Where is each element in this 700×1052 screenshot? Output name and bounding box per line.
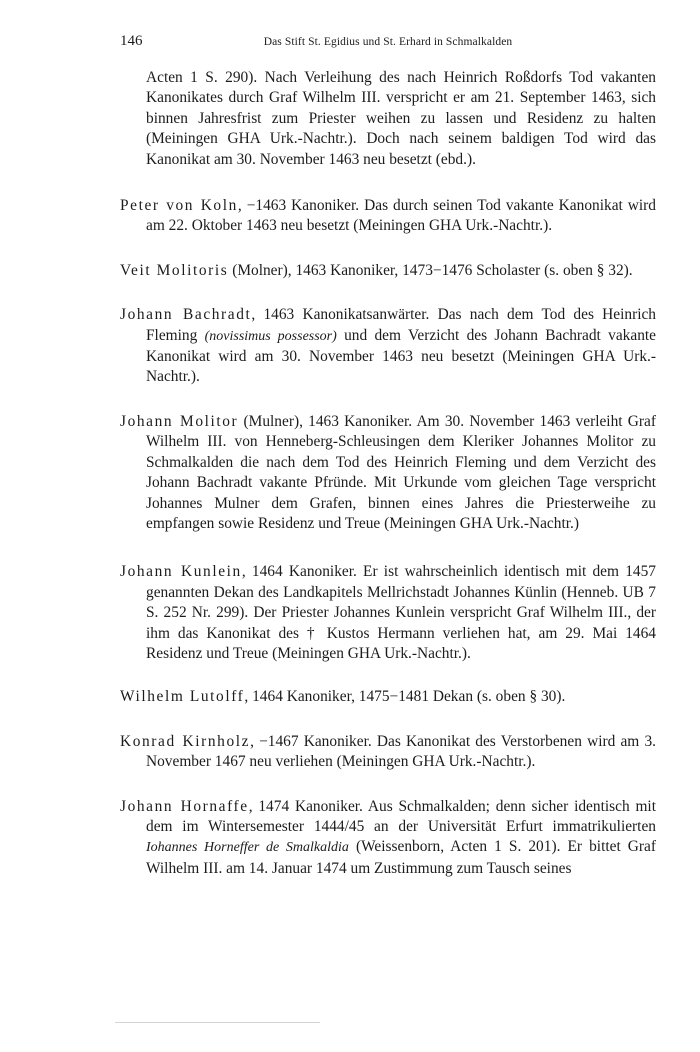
entry-italic-text: (novissimus possessor) (204, 328, 337, 344)
entry-text-continued: und dem Verzicht des Johann Bachradt vakante Kanonikat wird am 30. November 1463 neu besetzt (Meiningen GHA Urk.-Nachtr.). (146, 326, 656, 386)
entry-veit-molitoris (120, 261, 656, 281)
entry-text: , 1464 Kanoniker. Er ist wahrscheinlich identisch mit dem 1457 genannten Dekan des Landkapitels Mellrichstadt Johannes Künlin (Henneb. UB 7 S. 252 Nr. 299). Der Priester Johannes Kunlein verspricht Graf Wilhelm III., der ihm das Kanonikat des † Kustos Hermann verliehen hat, am 29. Mai 1464 Residenz und Treue (Meiningen GHA Urk.-Nachtr.). (146, 563, 656, 662)
entry-johann-kunlein (120, 562, 656, 664)
entry-johann-molitor (120, 412, 656, 534)
footnote-rule (115, 1022, 320, 1023)
entry-name: Peter von Koln (120, 197, 238, 215)
running-title: Das Stift St. Egidius und St. Erhard in Schmalkalden (263, 36, 513, 48)
entry-continuation (120, 68, 656, 170)
entry-text: , −1467 Kanoniker. Das Kanonikat des Verstorbenen wird am 3. November 1467 neu verliehen (Meiningen GHA Urk.-Nachtr.). (146, 732, 657, 771)
entry-wilhelm-lutolff (120, 687, 656, 707)
entry-johann-bachradt (120, 305, 656, 388)
entry-name: Wilhelm Lutolff (120, 688, 245, 706)
entry-text: , −1463 Kanoniker. Das durch seinen Tod vakante Kanonikat wird am 22. Oktober 1463 neu besetzt (Meiningen GHA Urk.-Nachtr.). (146, 197, 656, 235)
entry-text: Acten 1 S. 290). Nach Verleihung des nach Heinrich Roßdorfs Tod vakanten Kanonikates durch Graf Wilhelm III. verspricht er am 21. September 1463, sich binnen Jahresfrist zum Priester weihen zu lassen und Residenz zu halten (Meiningen GHA Urk.-Nachtr.). Doch nach seinem baldigen Tod wird das Kanonikat am 30. November 1463 neu besetzt (ebd.). (146, 69, 656, 168)
entry-name: Veit Molitoris (120, 261, 229, 279)
entry-name: Johann Kunlein (120, 563, 242, 581)
entry-text: , 1463 Kanonikatsanwärter. Das nach dem Tod des Heinrich Fleming (146, 306, 656, 344)
page-header (120, 33, 656, 53)
entry-text: , 1474 Kanoniker. Aus Schmalkalden; denn sicher identisch mit dem im Wintersemester 1444/45 an der Universität Erfurt immatrikulierten (146, 797, 656, 835)
entry-text: (Molner), 1463 Kanoniker, 1473−1476 Scholaster (s. oben § 32). (228, 261, 633, 279)
entry-text: (Mulner), 1463 Kanoniker. Am 30. November 1463 verleiht Graf Wilhelm III. von Henneberg-Schleusingen dem Kleriker Johannes Molitor zu Schmalkalden die nach dem Tod des Heinrich Fleming und dem Verzicht des Johann Bachradt vakante Pfründe. Mit Urkunde vom gleichen Tage verspricht Johannes Mulner dem Grafen, binnen eines Jahres die Priesterweihe zu empfangen sowie Residenz und Treue (Meiningen GHA Urk.-Nachtr.) (146, 412, 656, 532)
entry-konrad-kirnholz (120, 732, 656, 773)
entry-johann-hornaffe (120, 797, 656, 880)
entry-name: Konrad Kirnholz (120, 732, 251, 750)
entry-italic-text: Iohannes Horneffer de Smalkaldia (146, 840, 349, 856)
entry-text: , 1464 Kanoniker, 1475−1481 Dekan (s. oben § 30). (244, 688, 566, 706)
entry-name: Johann Bachradt (120, 306, 252, 324)
page-body (120, 68, 656, 903)
entry-peter-von-koln (120, 196, 656, 237)
page-number: 146 (120, 33, 143, 49)
entry-name: Johann Molitor (120, 412, 239, 430)
entry-text-continued: (Weissenborn, Acten 1 S. 201). Er bittet Graf Wilhelm III. am 14. Januar 1474 um Zustimmung zum Tausch seines (146, 838, 656, 877)
entry-name: Johann Hornaffe (120, 797, 249, 815)
